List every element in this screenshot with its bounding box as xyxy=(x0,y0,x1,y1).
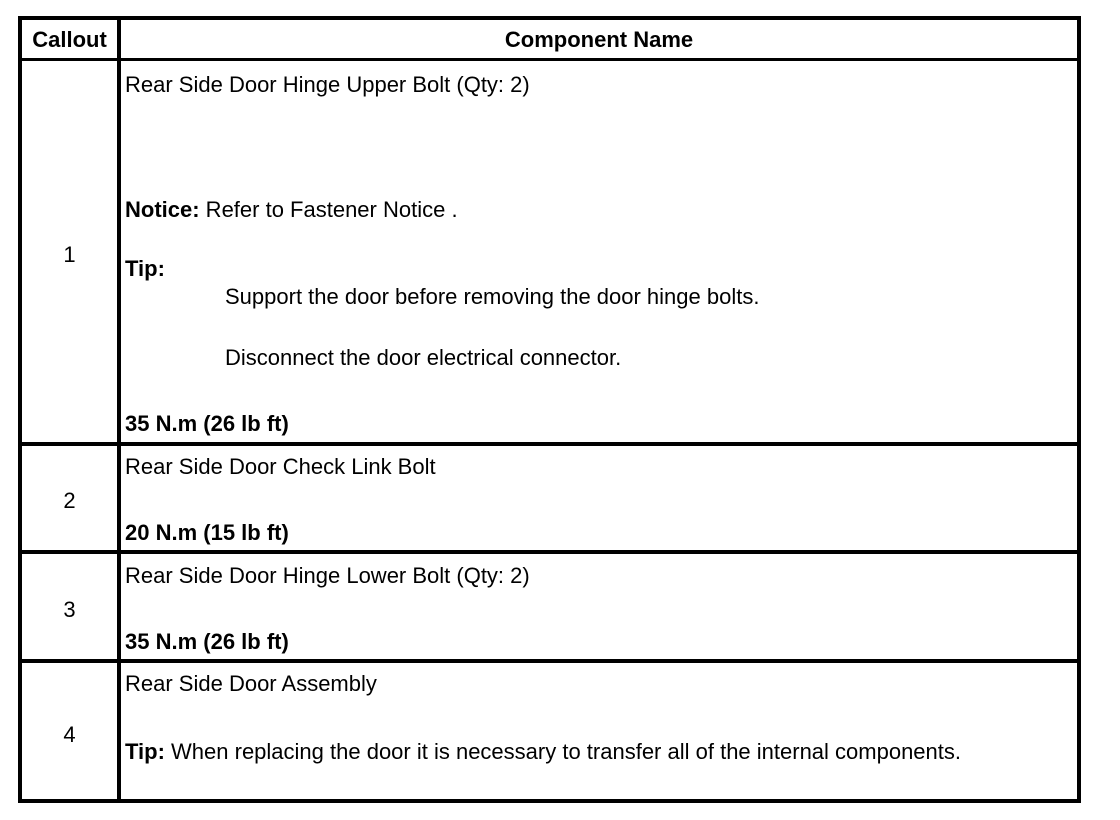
component-name: Rear Side Door Assembly xyxy=(125,671,377,696)
torque-spec: 20 N.m (15 lb ft) xyxy=(125,520,289,545)
column-divider xyxy=(117,20,121,799)
callout-number: 3 xyxy=(63,597,76,622)
callout-number: 2 xyxy=(63,488,76,513)
header-component-name: Component Name xyxy=(504,27,694,52)
tip-label: Tip: xyxy=(125,739,165,764)
row-divider xyxy=(22,659,1077,663)
notice-label: Notice: xyxy=(125,197,200,222)
notice-text: Refer to Fastener Notice . xyxy=(199,197,458,222)
torque-spec: 35 N.m (26 lb ft) xyxy=(125,629,289,654)
callout-number: 1 xyxy=(63,242,76,267)
tip-label: Tip: xyxy=(125,256,165,281)
torque-spec: 35 N.m (26 lb ft) xyxy=(125,411,289,436)
tip-line xyxy=(125,739,961,765)
callout-number: 4 xyxy=(63,722,76,747)
notice-line xyxy=(125,197,458,223)
component-table xyxy=(18,16,1081,803)
tip-item: Disconnect the door electrical connector. xyxy=(225,345,622,370)
row-divider xyxy=(22,442,1077,446)
component-name: Rear Side Door Hinge Lower Bolt (Qty: 2) xyxy=(125,563,530,588)
row-divider xyxy=(22,550,1077,554)
component-name: Rear Side Door Hinge Upper Bolt (Qty: 2) xyxy=(125,72,530,97)
header-callout: Callout xyxy=(32,27,107,52)
tip-item: Support the door before removing the door hinge bolts. xyxy=(225,284,760,309)
component-name: Rear Side Door Check Link Bolt xyxy=(125,454,436,479)
tip-text: When replacing the door it is necessary to transfer all of the internal components. xyxy=(164,739,962,764)
